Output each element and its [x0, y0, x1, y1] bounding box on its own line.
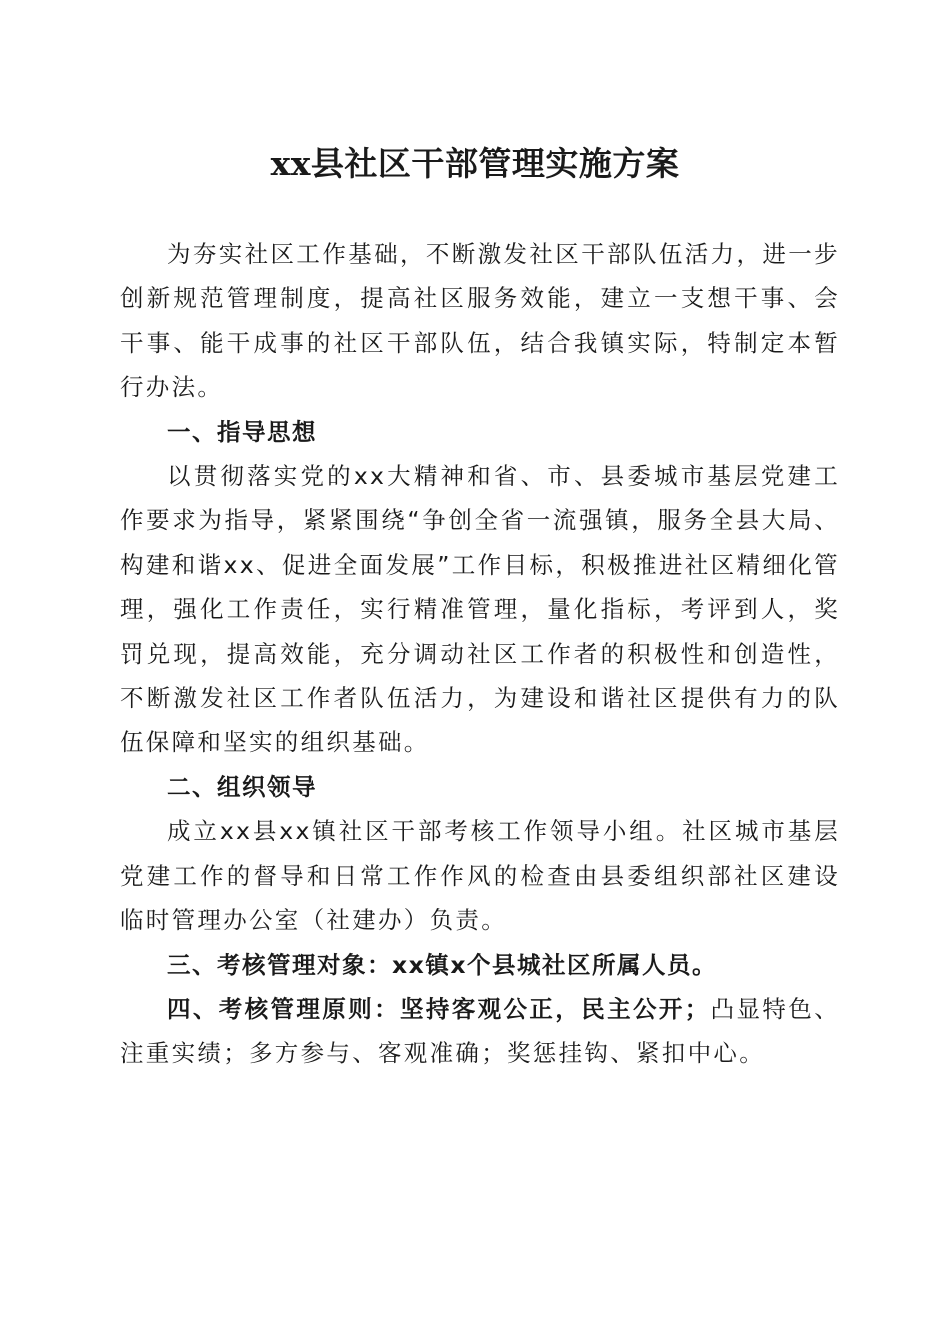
section-heading-organization: 二、组织领导 — [167, 772, 317, 801]
section-assessment-target: 三、考核管理对象：xx镇x个县城社区所属人员。 — [167, 950, 717, 979]
principles-lead: 四、考核管理原则：坚持客观公正，民主公开； — [167, 994, 711, 1023]
section-paragraph-guiding-ideology: 以贯彻落实党的xx大精神和省、市、县委城市基层党建工作要求为指导，紧紧围绕“争创全省一流强镇，服务全县大局、构建和谐xx、促进全面发展”工作目标，积极推进社区精细化管理，强化工作责任，实行精准管理，量化指标，考评到人，奖罚兑现，提高效能，充分调动社区工作者的积极性和创造性，不断激发社区工作者队伍活力，为建设和谐社区提供有力的队伍保障和坚实的组织基础。 — [120, 462, 840, 757]
principles-text: 凸显特色、注重实绩；多方参与、客观准确；奖惩挂钩、紧扣中心。 — [120, 994, 840, 1068]
intro-paragraph: 为夯实社区工作基础，不断激发社区干部队伍活力，进一步创新规范管理制度，提高社区服务效能，建立一支想干事、会干事、能干成事的社区干部队伍，结合我镇实际，特制定本暂行办法。 — [120, 240, 840, 402]
section-heading-guiding-ideology: 一、指导思想 — [167, 417, 317, 446]
document-title: xx县社区干部管理实施方案 — [270, 144, 680, 183]
section-paragraph-organization: 成立xx县xx镇社区干部考核工作领导小组。社区城市基层党建工作的督导和日常工作作风的检查由县委组织部社区建设临时管理办公室（社建办）负责。 — [120, 817, 840, 935]
section-assessment-principles — [120, 987, 840, 1076]
document-body — [120, 232, 840, 1076]
